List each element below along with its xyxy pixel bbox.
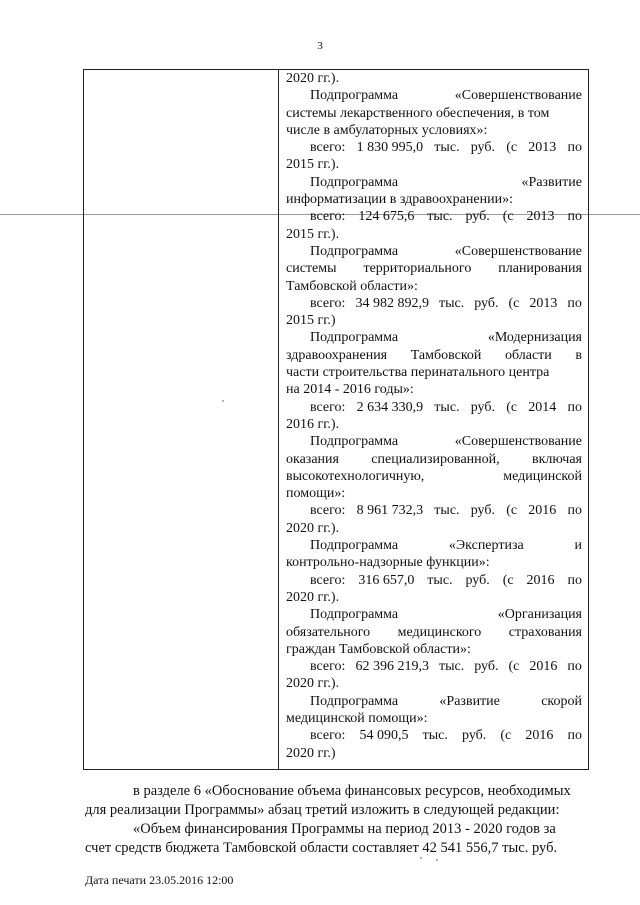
- body-line: [85, 782, 607, 801]
- table-text: «Экспертиза: [448, 538, 524, 554]
- table-text: 2020 гг.).: [286, 676, 340, 692]
- table-text: Тамбовской области»:: [286, 278, 418, 294]
- table-text: всего:: [310, 659, 346, 675]
- scan-speck: [420, 857, 422, 859]
- table-text: включая: [531, 451, 582, 467]
- table-line: [286, 572, 582, 589]
- table-line: [286, 381, 582, 398]
- table-text: и: [574, 538, 582, 554]
- table-line: [286, 295, 582, 312]
- table-text: 2013: [529, 295, 558, 311]
- table-text: планирования: [498, 261, 582, 277]
- body-text: «Объем финансирования Программы на период 2013 - 2020 годов за: [133, 821, 556, 837]
- table-text: 54 090,5: [359, 728, 409, 744]
- table-text: руб.: [470, 399, 495, 415]
- table-line: [286, 347, 582, 364]
- table-line: [286, 174, 582, 191]
- table-line: [286, 364, 582, 381]
- table-text: тыс.: [438, 295, 465, 311]
- table-text: 2 634 330,9: [356, 399, 424, 415]
- table-text: (с: [506, 503, 518, 519]
- table-text: (с: [508, 659, 520, 675]
- table-text: (с: [500, 728, 512, 744]
- body-line: [85, 820, 607, 839]
- table-text: 8 961 732,3: [356, 503, 424, 519]
- table-line: [286, 727, 582, 744]
- table-text: по: [567, 209, 582, 225]
- table-text: 2020 гг.).: [286, 71, 340, 86]
- table-text: помощи»:: [286, 486, 346, 502]
- table-line: [286, 624, 582, 641]
- table-text: Подпрограмма: [310, 538, 399, 554]
- table-text: числе в амбулаторных условиях»:: [286, 122, 488, 138]
- table-text: территориального: [363, 261, 472, 277]
- table-line: [286, 156, 582, 173]
- table-text: тыс.: [434, 399, 460, 415]
- table-line: [286, 243, 582, 260]
- table-line: [286, 502, 582, 519]
- table-line: [286, 433, 582, 450]
- table-line: [286, 606, 582, 623]
- table-line: [286, 710, 582, 727]
- table-text: Подпрограмма: [310, 607, 399, 623]
- table-text: медицинской помощи»:: [286, 710, 428, 726]
- table-line: [286, 208, 582, 225]
- table-text: Подпрограмма: [310, 434, 399, 450]
- table-text: (с: [506, 140, 518, 156]
- table-text: контрольно-надзорные функции»:: [286, 555, 490, 571]
- table-text: «Совершенствование: [454, 434, 582, 450]
- table-text: 2015 гг.).: [286, 157, 340, 173]
- table-text: всего:: [310, 728, 346, 744]
- table-text: информатизации в здравоохранении»:: [286, 192, 513, 208]
- table-line: [286, 675, 582, 692]
- table-text: «Организация: [497, 607, 582, 623]
- table-text: 124 675,6: [358, 209, 415, 225]
- table-text: тыс.: [434, 140, 460, 156]
- table-text: медицинской: [503, 468, 582, 484]
- table-text: по: [567, 728, 582, 744]
- table-line: [286, 122, 582, 139]
- table-line: [286, 589, 582, 606]
- table-text: руб.: [465, 572, 490, 588]
- table-text: руб.: [470, 140, 495, 156]
- table-text: тыс.: [422, 728, 448, 744]
- table-text: Подпрограмма: [310, 693, 399, 709]
- table-line: [286, 520, 582, 537]
- table-text: руб.: [462, 728, 487, 744]
- table-text: специализированной,: [371, 451, 500, 467]
- table-text: (с: [502, 572, 514, 588]
- table-text: «Развитие: [439, 693, 500, 709]
- table-text: медицинского: [397, 624, 482, 640]
- table-text: (с: [502, 209, 514, 225]
- table-text: тыс.: [434, 503, 460, 519]
- table-line: [286, 693, 582, 710]
- table-text: 2015 гг.): [286, 313, 336, 329]
- table-line: [286, 312, 582, 329]
- table-text: обязательного: [286, 624, 371, 640]
- table-line: [286, 485, 582, 502]
- table-text: всего:: [310, 399, 346, 415]
- table-text: Тамбовской: [410, 347, 482, 363]
- table-text: 2020 гг.): [286, 745, 336, 761]
- table-line: [286, 416, 582, 433]
- table-text: руб.: [465, 209, 490, 225]
- table-text: по: [567, 503, 582, 519]
- table-line: [286, 87, 582, 104]
- table-text: области: [504, 347, 552, 363]
- table-text: Подпрограмма: [310, 174, 399, 190]
- table-text: 2015 гг.).: [286, 226, 340, 242]
- scan-speck: [436, 859, 438, 861]
- table-text: 34 982 892,9: [355, 295, 429, 311]
- table-text: руб.: [470, 503, 495, 519]
- table-text: граждан Тамбовской области»:: [286, 641, 471, 657]
- table-line: [286, 191, 582, 208]
- table-text: оказания: [286, 451, 339, 467]
- body-text: счет средств бюджета Тамбовской области составляет 42 541 556,7 тыс. руб.: [85, 840, 558, 856]
- table-line: [286, 139, 582, 156]
- table-text: здравоохранения: [286, 347, 388, 363]
- table-text: 62 396 219,3: [355, 659, 429, 675]
- table-line: [286, 278, 582, 295]
- table-text: 2013: [526, 209, 555, 225]
- scan-speck: [222, 400, 224, 402]
- column-divider: [278, 70, 279, 769]
- table-text: «Совершенствование: [454, 88, 582, 104]
- table-text: 2016: [526, 572, 555, 588]
- table-line: [286, 641, 582, 658]
- table-text: 1 830 995,0: [356, 140, 424, 156]
- table-text: по: [567, 572, 582, 588]
- table-line: [286, 70, 582, 87]
- body-line: [85, 839, 607, 858]
- table-text: по: [567, 659, 582, 675]
- table-text: «Развитие: [521, 174, 582, 190]
- table-text: всего:: [310, 572, 346, 588]
- table-text: высокотехнологичную,: [286, 468, 425, 484]
- table-line: [286, 658, 582, 675]
- table-text: (с: [508, 295, 520, 311]
- page-number: 3: [317, 40, 323, 52]
- table-line: [286, 260, 582, 277]
- table-text: системы: [286, 261, 337, 277]
- table-text: (с: [506, 399, 518, 415]
- program-table: [83, 69, 589, 770]
- table-line: [286, 537, 582, 554]
- table-line: [286, 399, 582, 416]
- table-text: 2014: [528, 399, 557, 415]
- table-text: «Совершенствование: [454, 243, 582, 259]
- table-text: по: [567, 140, 582, 156]
- table-text: 2016: [528, 503, 557, 519]
- subprogram-cell: [286, 70, 582, 762]
- table-text: страхования: [508, 624, 582, 640]
- table-line: [286, 226, 582, 243]
- table-text: 2016: [529, 659, 558, 675]
- table-text: части строительства перинатального центра: [286, 365, 550, 381]
- table-text: в: [575, 347, 582, 363]
- table-text: 2020 гг.).: [286, 520, 340, 536]
- print-date: Дата печати 23.05.2016 12:00: [85, 873, 234, 887]
- table-line: [286, 329, 582, 346]
- table-text: 2013: [528, 140, 557, 156]
- table-text: Подпрограмма: [310, 243, 399, 259]
- table-text: тыс.: [427, 572, 453, 588]
- table-text: всего:: [310, 503, 346, 519]
- table-line: [286, 745, 582, 762]
- table-text: руб.: [474, 295, 499, 311]
- table-text: «Модернизация: [487, 330, 582, 346]
- table-text: всего:: [310, 140, 346, 156]
- table-text: всего:: [310, 295, 346, 311]
- table-text: всего:: [310, 209, 346, 225]
- table-text: Подпрограмма: [310, 330, 399, 346]
- body-text: для реализации Программы» абзац третий изложить в следующей редакции:: [85, 802, 560, 818]
- table-line: [286, 468, 582, 485]
- table-text: 2016 гг.).: [286, 416, 340, 432]
- table-text: скорой: [541, 693, 582, 709]
- table-text: на 2014 - 2016 годы»:: [286, 382, 414, 398]
- table-text: 2016: [525, 728, 554, 744]
- table-text: по: [567, 295, 582, 311]
- table-text: тыс.: [438, 659, 465, 675]
- body-line: [85, 801, 607, 820]
- table-text: системы лекарственного обеспечения, в том: [286, 105, 550, 121]
- table-text: тыс.: [427, 209, 453, 225]
- table-text: 316 657,0: [358, 572, 415, 588]
- table-text: Подпрограмма: [310, 88, 399, 104]
- table-line: [286, 451, 582, 468]
- body-text: в разделе 6 «Обоснование объема финансовых ресурсов, необходимых: [133, 783, 571, 799]
- table-line: [286, 105, 582, 122]
- table-text: руб.: [474, 659, 499, 675]
- table-text: по: [567, 399, 582, 415]
- table-line: [286, 554, 582, 571]
- table-text: 2020 гг.).: [286, 589, 340, 605]
- amendment-paragraph: [85, 782, 607, 858]
